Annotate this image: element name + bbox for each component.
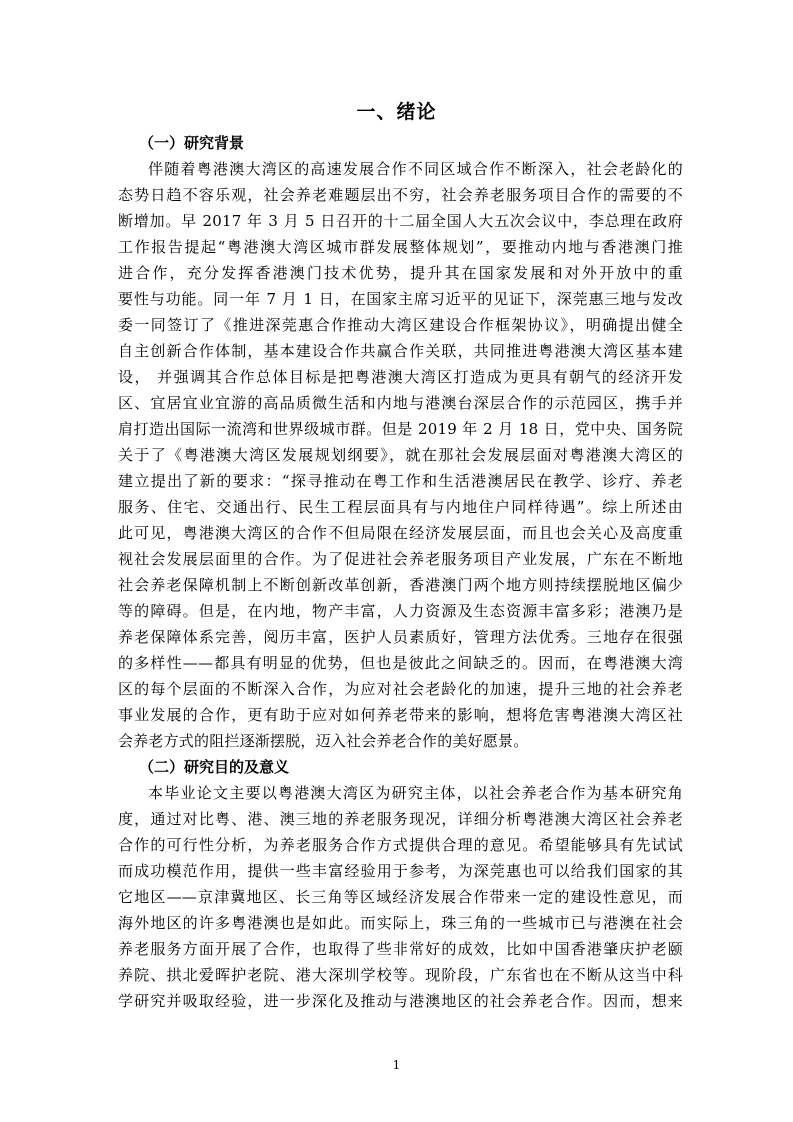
paragraph-line: 会养老方式的阻拦逐渐摆脱，迈入社会养老合作的美好愿景。: [118, 732, 529, 750]
paragraph-line: 肩打造出国际一流湾和世界级城市群。但是 2019 年 2 月 18 日，党中央、国务院: [118, 420, 683, 438]
paragraph-line: 此可见，粤港澳大湾区的合作不但局限在经济发展层面，而且也会关心及高度重: [118, 524, 683, 542]
paragraph-line: 社会养老保障机制上不断创新改革创新，香港澳门两个地方则持续摆脱地区偏少: [118, 576, 683, 594]
paragraph-line: 学研究并吸取经验，进一步深化及推动与港澳地区的社会养老合作。因而，想来: [118, 992, 683, 1010]
paragraph-line: 关于了《粤港澳大湾区发展规划纲要》，就在那社会发展层面对粤港澳大湾区的: [118, 446, 683, 464]
paragraph-line: 度，通过对比粤、港、澳三地的养老服务现况，详细分析粤港澳大湾区社会养老: [118, 810, 683, 828]
paragraph-line: 区、宜居宜业宜游的高品质微生活和内地与港澳台深层合作的示范园区，携手并: [118, 394, 683, 412]
paragraph-purpose: [118, 780, 683, 1014]
paragraph-line: 要性与功能。同一年 7 月 1 日，在国家主席习近平的见证下，深莞惠三地与发改: [118, 290, 683, 308]
page-number: 1: [392, 1058, 401, 1072]
chapter-title: 一、绪论: [356, 101, 437, 123]
paragraph-line: 养老服务方面开展了合作，也取得了些非常好的成效，比如中国香港肇庆护老颐: [118, 940, 683, 958]
paragraph-line: 态势日趋不容乐观，社会养老难题层出不穷，社会养老服务项目合作的需要的不: [118, 186, 683, 204]
paragraph-line: 伴随着粤港澳大湾区的高速发展合作不同区域合作不断深入，社会老龄化的: [148, 160, 683, 178]
paragraph-line: 事业发展的合作，更有助于应对如何养老带来的影响，想将危害粤港澳大湾区社: [118, 706, 683, 724]
paragraph-line: 自主创新合作体制，基本建设合作共赢合作关联，共同推进粤港澳大湾区基本建: [118, 342, 683, 360]
paragraph-line: 设， 并强调其合作总体目标是把粤港澳大湾区打造成为更具有朝气的经济开发: [118, 368, 683, 386]
paragraph-line: 合作的可行性分析，为养老服务合作方式提供合理的意见。希望能够具有先试试: [118, 836, 683, 854]
paragraph-line: 本毕业论文主要以粤港澳大湾区为研究主体，以社会养老合作为基本研究角: [148, 784, 683, 802]
section-heading-background: （一）研究背景: [139, 134, 245, 152]
document-body: [118, 130, 683, 1014]
paragraph-line: 的多样性——都具有明显的优势，但也是彼此之间缺乏的。因而，在粤港澳大湾: [118, 654, 683, 672]
paragraph-line: 等的障碍。但是，在内地，物产丰富，人力资源及生态资源丰富多彩；港澳乃是: [118, 602, 683, 620]
paragraph-line: 海外地区的许多粤港澳也是如此。而实际上，珠三角的一些城市已与港澳在社会: [118, 914, 683, 932]
paragraph-line: 养老保障体系完善，阅历丰富，医护人员素质好，管理方法优秀。三地存在很强: [118, 628, 683, 646]
paragraph-line: 而成功模范作用，提供一些丰富经验用于参考，为深莞惠也可以给我们国家的其: [118, 862, 683, 880]
paragraph-line: 服务、住宅、交通出行、民生工程层面具有与内地住户同样待遇”。综上所述由: [118, 498, 683, 516]
paragraph-line: 进合作，充分发挥香港澳门技术优势，提升其在国家发展和对外开放中的重: [118, 264, 683, 282]
section-heading-purpose: （二）研究目的及意义: [139, 758, 290, 776]
paragraph-line: 断增加。早 2017 年 3 月 5 日召开的十二届全国人大五次会议中，李总理在政府: [118, 212, 683, 230]
paragraph-line: 区的每个层面的不断深入合作，为应对社会老龄化的加速，提升三地的社会养老: [118, 680, 683, 698]
paragraph-line: 建立提出了新的要求：“探寻推动在粤工作和生活港澳居民在教学、诊疗、养老: [118, 472, 683, 490]
paragraph-line: 工作报告提起“粤港澳大湾区城市群发展整体规划”，要推动内地与香港澳门推: [118, 238, 683, 256]
paragraph-background: [118, 156, 683, 754]
paragraph-line: 委一同签订了《推进深莞惠合作推动大湾区建设合作框架协议》，明确提出健全: [118, 316, 683, 334]
paragraph-line: 养院、拱北爱晖护老院、港大深圳学校等。现阶段，广东省也在不断从这当中科: [118, 966, 683, 984]
paragraph-line: 它地区——京津冀地区、长三角等区域经济发展合作带来一定的建设性意见，而: [118, 888, 683, 906]
paragraph-line: 视社会发展层面里的合作。为了促进社会养老服务项目产业发展，广东在不断地: [118, 550, 683, 568]
